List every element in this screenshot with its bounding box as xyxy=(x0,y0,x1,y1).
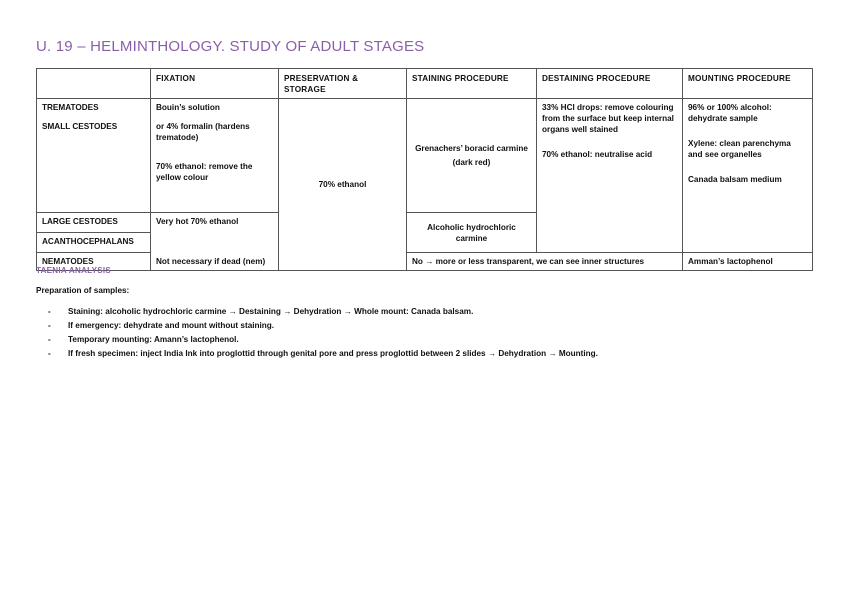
procedures-table xyxy=(36,68,813,271)
header-empty xyxy=(37,69,151,99)
fixation-ethanol: 70% ethanol: remove the yellow colour xyxy=(156,162,253,183)
group-cell-acanthocephalans: ACANTHOCEPHALANS xyxy=(37,233,151,253)
list-item: - If fresh specimen: inject India Ink into proglottid through genital pore and press proglottid between 2 slides → Dehydration → Mounting. xyxy=(48,347,598,361)
fixation-not-necessary: Not necessary if dead (nem) xyxy=(156,257,266,267)
header-mounting: MOUNTING PROCEDURE xyxy=(683,69,813,99)
group-cell-large-cestodes: LARGE CESTODES xyxy=(37,213,151,233)
fixation-hot-ethanol: Very hot 70% ethanol xyxy=(156,217,239,227)
staining-grenacher: Grenachers’ boracid carmine xyxy=(415,144,528,154)
staining-cell-nematodes: No → more or less transparent, we can see inner structures xyxy=(407,253,683,271)
destaining-hcl: 33% HCl drops: remove colouring from the surface but keep internal organs well stained xyxy=(542,103,674,135)
list-item: - Staining: alcoholic hydrochloric carmine → Destaining → Dehydration → Whole mount: Canada balsam. xyxy=(48,305,598,319)
header-fixation: FIXATION xyxy=(151,69,279,99)
group-cell-trematodes xyxy=(37,99,151,213)
mounting-xylene: Xylene: clean parenchyma and see organelles xyxy=(688,139,791,160)
preparation-list xyxy=(48,305,598,361)
header-preservation: PRESERVATION & STORAGE xyxy=(279,69,407,99)
list-item: - Temporary mounting: Amann’s lactophenol. xyxy=(48,333,598,347)
mounting-cell xyxy=(683,99,813,253)
mounting-alcohol: 96% or 100% alcohol: dehydrate sample xyxy=(688,103,772,124)
staining-dark-red: (dark red) xyxy=(452,158,491,168)
header-destaining: DESTAINING PROCEDURE xyxy=(537,69,683,99)
preparation-label: Preparation of samples: xyxy=(36,286,130,295)
destaining-ethanol: 70% ethanol: neutralise acid xyxy=(542,150,653,160)
destaining-cell xyxy=(537,99,683,253)
page-title: U. 19 – HELMINTHOLOGY. STUDY OF ADULT STAGES xyxy=(36,38,425,55)
list-item: - If emergency: dehydrate and mount without staining. xyxy=(48,319,598,333)
header-staining: STAINING PROCEDURE xyxy=(407,69,537,99)
preservation-cell xyxy=(279,99,407,271)
mounting-balsam: Canada balsam medium xyxy=(688,175,782,185)
fixation-cell-large xyxy=(151,213,279,271)
staining-cell-alcoholic xyxy=(407,213,537,253)
fixation-cell-trematodes xyxy=(151,99,279,213)
group-cell-nematodes: NEMATODES xyxy=(37,253,151,271)
mounting-cell-nematodes: Amman’s lactophenol xyxy=(683,253,813,271)
table-header-row xyxy=(37,69,813,99)
preservation-value: 70% ethanol xyxy=(318,180,367,190)
taenia-heading: TAENIA ANALYSIS xyxy=(36,266,112,275)
staining-alcoholic: Alcoholic hydrochloric carmine xyxy=(427,222,516,243)
group-label-small-cestodes: SMALL CESTODES xyxy=(42,122,118,132)
table-row-trematodes xyxy=(37,99,813,213)
group-label-trematodes: TREMATODES xyxy=(42,103,99,113)
fixation-bouin: Bouin’s solution xyxy=(156,103,220,113)
staining-cell-trematodes xyxy=(407,99,537,213)
fixation-formalin: or 4% formalin (hardens trematode) xyxy=(156,122,250,143)
